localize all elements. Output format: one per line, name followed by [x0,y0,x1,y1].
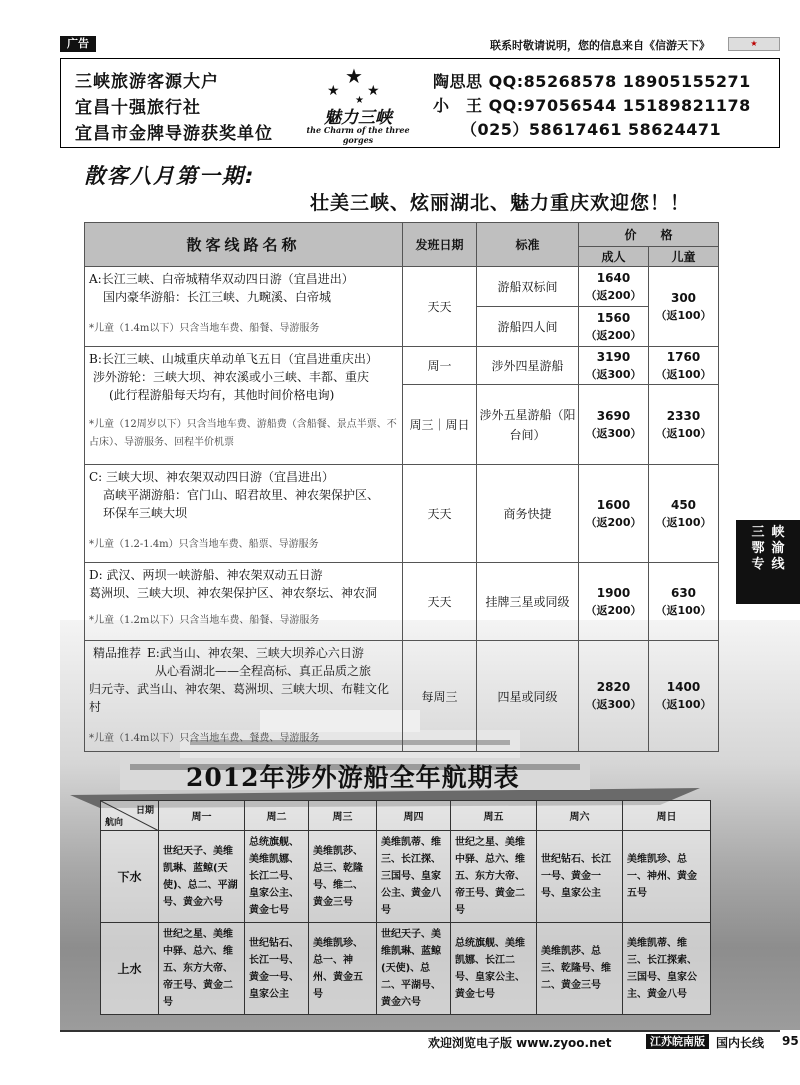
down-thu: 美维凯蒂、维三、长江探、三国号、皇家公主、黄金八号 [377,831,451,923]
route-price-table [84,222,719,752]
side-tab-char: 鄂 [751,541,765,556]
route-b-date-2: 周三｜周日 [403,385,477,465]
logo-cn: 魅力三峡 [324,108,392,128]
route-c-child: 450 （返100） [649,465,719,563]
route-d-std: 挂牌三星或同级 [477,563,579,641]
route-b [85,347,403,465]
route-d-note: *儿童（1.2m以下）只含当地车费、船餐、导游服务 [89,615,320,626]
agency-header [60,58,780,148]
svg-text:★: ★ [345,65,363,88]
route-a-std-1: 游船双标间 [477,267,579,307]
header-child: 儿童 [649,247,719,267]
day-mon: 周一 [159,801,245,831]
route-a-child: 300 （返100） [649,267,719,347]
downstream-label: 下水 [101,831,159,923]
route-c [85,465,403,563]
source-note: 联系时敬请说明，您的信息来自《信游天下》 [490,39,710,52]
header-route: 散客线路名称 [85,223,403,267]
page-number: 95 [782,1034,799,1048]
route-e-date: 每周三 [403,641,477,752]
svg-text:★: ★ [327,83,340,99]
agency-line-3: 宜昌市金牌导游获奖单位 [75,124,273,144]
route-a-date: 天天 [403,267,477,347]
contact-line-3: （025）58617461 58624471 [461,120,722,139]
page-footer [60,1030,799,1050]
agency-line-1: 三峡旅游客源大户 [75,72,219,92]
charm-three-gorges-logo [305,65,411,145]
day-wed: 周三 [309,801,377,831]
route-c-note: *儿童（1.2-1.4m）只含当地车费、船票、导游服务 [89,539,319,550]
route-c-date: 天天 [403,465,477,563]
route-b-std-2: 涉外五星游船（阳台间） [477,385,579,465]
route-e-sub: 从心看湖北——全程高标、真正品质之旅 [155,664,372,678]
down-wed: 美维凯莎、总三、乾隆号、维二、黄金三号 [309,831,377,923]
route-a-note: *儿童（1.4m以下）只含当地车费、船餐、导游服务 [89,323,320,334]
route-b-child-1: 1760 （返100） [649,347,719,385]
day-fri: 周五 [451,801,537,831]
route-e-std: 四星或同级 [477,641,579,752]
corner-direction-label: 航向 [105,818,124,828]
contact-line-1: 陶思思 QQ:85268578 18905155271 [433,72,751,91]
route-e-sub2: 归元寺、武当山、神农架、葛洲坝、三峡大坝、布鞋文化村 [89,682,390,714]
route-b-date-1: 周一 [403,347,477,385]
header-date: 发班日期 [403,223,477,267]
issue-title: 散客八月第一期: [84,164,256,188]
route-c-sub: 高峡平湖游船：官门山、昭君故里、神农架保护区、环保车三峡大坝 [103,488,380,520]
route-d-sub: 葛洲坝、三峡大坝、神农架保护区、神农祭坛、神农洞 [89,586,378,600]
up-tue: 世纪钻石、长江一号、黄金一号、皇家公主 [245,923,309,1015]
upstream-label: 上水 [101,923,159,1015]
slogan: 壮美三峡、炫丽湖北、魅力重庆欢迎您！！ [310,192,691,214]
route-c-std: 商务快捷 [477,465,579,563]
contact-line-2: 小 王 QQ:97056544 15189821178 [433,96,751,115]
route-b-std-1: 涉外四星游船 [477,347,579,385]
svg-text:★: ★ [367,83,380,99]
route-d-adult: 1900 （返200） [579,563,649,641]
day-sun: 周日 [623,801,711,831]
cruise-schedule-table [100,800,711,1015]
down-tue: 总统旗舰、美维凯娜、长江二号、皇家公主、黄金七号 [245,831,309,923]
corner-date-label: 日期 [135,806,154,816]
stars-icon [305,65,411,105]
route-b-sub: 涉外游轮：三峡大坝、神农溪或小三峡、丰都、重庆 [93,370,370,384]
footer-edition: 江苏皖南版 [646,1034,709,1049]
route-b-adult-2: 3690 （返300） [579,385,649,465]
route-b-adult-1: 3190 （返300） [579,347,649,385]
header-adult: 成人 [579,247,649,267]
route-e [85,641,403,752]
logo-en: the Charm of the three gorges [306,125,410,145]
route-e-title: E:武当山、神农架、三峡大坝养心六日游 [147,646,364,660]
side-tab-char: 渝 [771,541,785,556]
route-e-child: 1400 （返100） [649,641,719,752]
route-a [85,267,403,347]
route-a-adult-2: 1560 （返200） [579,307,649,347]
schedule-title: 2012年涉外游船全年航期表 [186,763,520,792]
up-fri: 总统旗舰、美维凯娜、长江二号、皇家公主、黄金七号 [451,923,537,1015]
route-d-child: 630 （返100） [649,563,719,641]
footer-section: 国内长线 [716,1036,765,1050]
section-side-tab [736,520,800,604]
up-mon: 世纪之星、美维中驿、总六、维五、东方大帝、帝王号、黄金二号 [159,923,245,1015]
side-tab-char: 三 [751,525,765,540]
route-b-child-2: 2330 （返100） [649,385,719,465]
up-thu: 世纪天子、美维凯琳、蓝鲸(天使)、总二、平湖号、黄金六号 [377,923,451,1015]
down-fri: 世纪之星、美维中驿、总六、维五、东方大帝、帝王号、黄金二号 [451,831,537,923]
side-tab-char: 线 [771,557,785,572]
footer-url: 欢迎浏览电子版 www.zyoo.net [428,1036,612,1050]
top-bar [60,36,780,52]
route-e-adult: 2820 （返300） [579,641,649,752]
agency-line-2: 宜昌十强旅行社 [75,98,201,118]
route-b-sub2: (此行程游船每天均有，其他时间价格电询) [109,388,335,402]
side-tab-char: 专 [751,557,765,572]
route-d-title: D: 武汉、两坝一峡游船、神农架双动五日游 [89,568,323,582]
day-thu: 周四 [377,801,451,831]
publisher-logo: ★ [728,37,780,51]
down-mon: 世纪天子、美维凯琳、蓝鲸(天使)、总二、平湖号、黄金六号 [159,831,245,923]
svg-text:★: ★ [355,95,364,105]
route-a-adult-1: 1640 （返200） [579,267,649,307]
route-b-note: *儿童（12周岁以下）只含当地车费、游船费（含船餐、景点半票、不占床）、导游服务、回程半价机票 [89,419,397,448]
up-sun: 美维凯蒂、维三、长江探索、三国号、皇家公主、黄金八号 [623,923,711,1015]
route-c-adult: 1600 （返200） [579,465,649,563]
ad-label: 广告 [60,36,96,52]
route-e-note: *儿童（1.4m以下）只含当地车费、餐费、导游服务 [89,733,320,744]
down-sun: 美维凯珍、总一、神州、黄金五号 [623,831,711,923]
route-a-title: A:长江三峡、白帝城精华双动四日游（宜昌进出） [89,272,354,286]
header-price: 价 格 [579,223,719,247]
up-sat: 美维凯莎、总三、乾隆号、维二、黄金三号 [537,923,623,1015]
route-d [85,563,403,641]
day-sat: 周六 [537,801,623,831]
route-b-title: B:长江三峡、山城重庆单动单飞五日（宜昌进重庆出） [89,352,378,366]
route-e-tag: 精品推荐 [93,646,142,660]
down-sat: 世纪钻石、长江一号、黄金一号、皇家公主 [537,831,623,923]
day-tue: 周二 [245,801,309,831]
route-c-title: C: 三峡大坝、神农架双动四日游（宜昌进出） [89,470,335,484]
header-standard: 标准 [477,223,579,267]
route-a-sub: 国内豪华游船：长江三峡、九畹溪、白帝城 [103,290,332,304]
side-tab-char: 峡 [771,525,785,540]
route-a-std-2: 游船四人间 [477,307,579,347]
up-wed: 美维凯珍、总一、神州、黄金五号 [309,923,377,1015]
schedule-corner [101,801,159,831]
route-d-date: 天天 [403,563,477,641]
